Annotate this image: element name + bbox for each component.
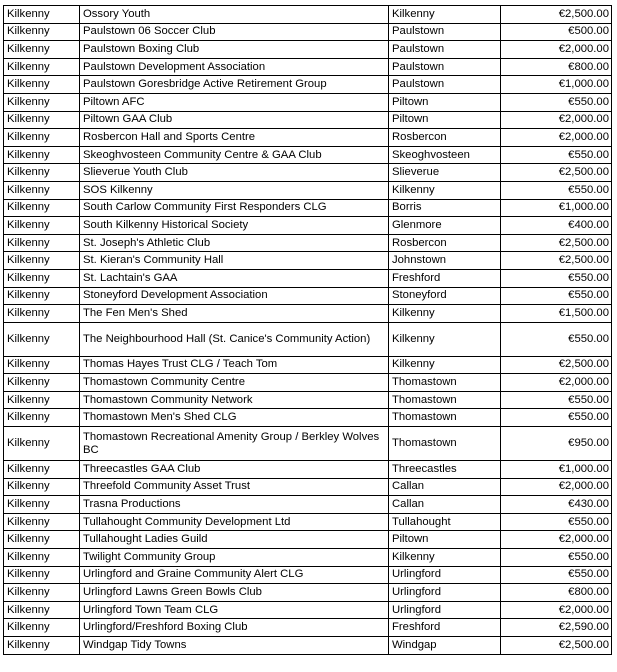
amount-cell: €550.00 <box>501 269 612 287</box>
area-cell: Thomastown <box>389 391 501 409</box>
area-cell: Urlingford <box>389 566 501 584</box>
area-cell: Glenmore <box>389 217 501 235</box>
amount-cell: €2,000.00 <box>501 129 612 147</box>
county-cell: Kilkenny <box>4 427 80 461</box>
table-row <box>4 111 612 129</box>
county-cell: Kilkenny <box>4 305 80 323</box>
area-cell: Callan <box>389 496 501 514</box>
group-name-cell: Thomas Hayes Trust CLG / Teach Tom <box>80 356 389 374</box>
amount-cell: €550.00 <box>501 93 612 111</box>
county-cell: Kilkenny <box>4 6 80 24</box>
amount-cell: €2,000.00 <box>501 531 612 549</box>
amount-cell: €950.00 <box>501 427 612 461</box>
group-name-cell: Twilight Community Group <box>80 549 389 567</box>
table-row <box>4 601 612 619</box>
county-cell: Kilkenny <box>4 269 80 287</box>
amount-cell: €550.00 <box>501 146 612 164</box>
table-row <box>4 287 612 305</box>
group-name-cell: St. Joseph's Athletic Club <box>80 234 389 252</box>
county-cell: Kilkenny <box>4 287 80 305</box>
table-row <box>4 129 612 147</box>
table-row <box>4 427 612 461</box>
county-cell: Kilkenny <box>4 601 80 619</box>
county-cell: Kilkenny <box>4 234 80 252</box>
table-row <box>4 461 612 479</box>
area-cell: Urlingford <box>389 601 501 619</box>
amount-cell: €2,500.00 <box>501 252 612 270</box>
area-cell: Kilkenny <box>389 549 501 567</box>
area-cell: Skeoghvosteen <box>389 146 501 164</box>
table-row <box>4 374 612 392</box>
group-name-cell: Threefold Community Asset Trust <box>80 478 389 496</box>
amount-cell: €2,000.00 <box>501 478 612 496</box>
county-cell: Kilkenny <box>4 58 80 76</box>
group-name-cell: Paulstown Boxing Club <box>80 41 389 59</box>
table-row <box>4 146 612 164</box>
area-cell: Piltown <box>389 93 501 111</box>
amount-cell: €1,500.00 <box>501 305 612 323</box>
amount-cell: €1,000.00 <box>501 461 612 479</box>
amount-cell: €500.00 <box>501 23 612 41</box>
table-row <box>4 409 612 427</box>
amount-cell: €800.00 <box>501 58 612 76</box>
county-cell: Kilkenny <box>4 129 80 147</box>
area-cell: Kilkenny <box>389 356 501 374</box>
table-row <box>4 531 612 549</box>
area-cell: Kilkenny <box>389 322 501 356</box>
county-cell: Kilkenny <box>4 252 80 270</box>
group-name-cell: St. Kieran's Community Hall <box>80 252 389 270</box>
group-name-cell: Piltown GAA Club <box>80 111 389 129</box>
county-cell: Kilkenny <box>4 41 80 59</box>
group-name-cell: SOS Kilkenny <box>80 181 389 199</box>
amount-cell: €550.00 <box>501 566 612 584</box>
table-row <box>4 513 612 531</box>
county-cell: Kilkenny <box>4 217 80 235</box>
county-cell: Kilkenny <box>4 549 80 567</box>
table-row <box>4 41 612 59</box>
table-row <box>4 322 612 356</box>
group-name-cell: Windgap Tidy Towns <box>80 637 389 655</box>
area-cell: Rosbercon <box>389 234 501 252</box>
amount-cell: €2,590.00 <box>501 619 612 637</box>
county-cell: Kilkenny <box>4 637 80 655</box>
group-name-cell: South Kilkenny Historical Society <box>80 217 389 235</box>
group-name-cell: Thomastown Community Centre <box>80 374 389 392</box>
area-cell: Freshford <box>389 269 501 287</box>
group-name-cell: Urlingford and Graine Community Alert CLG <box>80 566 389 584</box>
group-name-cell: Urlingford/Freshford Boxing Club <box>80 619 389 637</box>
county-cell: Kilkenny <box>4 93 80 111</box>
table-row <box>4 549 612 567</box>
table-row <box>4 76 612 94</box>
area-cell: Kilkenny <box>389 305 501 323</box>
group-name-cell: The Neighbourhood Hall (St. Canice's Community Action) <box>80 322 389 356</box>
area-cell: Windgap <box>389 637 501 655</box>
amount-cell: €430.00 <box>501 496 612 514</box>
county-cell: Kilkenny <box>4 76 80 94</box>
group-name-cell: St. Lachtain's GAA <box>80 269 389 287</box>
area-cell: Thomastown <box>389 374 501 392</box>
group-name-cell: Paulstown 06 Soccer Club <box>80 23 389 41</box>
table-row <box>4 164 612 182</box>
amount-cell: €2,000.00 <box>501 601 612 619</box>
grants-table <box>3 5 612 655</box>
group-name-cell: Thomastown Community Network <box>80 391 389 409</box>
area-cell: Piltown <box>389 531 501 549</box>
table-row <box>4 496 612 514</box>
county-cell: Kilkenny <box>4 531 80 549</box>
area-cell: Borris <box>389 199 501 217</box>
group-name-cell: Ossory Youth <box>80 6 389 24</box>
area-cell: Slieverue <box>389 164 501 182</box>
amount-cell: €2,500.00 <box>501 164 612 182</box>
group-name-cell: South Carlow Community First Responders CLG <box>80 199 389 217</box>
group-name-cell: Paulstown Goresbridge Active Retirement Group <box>80 76 389 94</box>
county-cell: Kilkenny <box>4 513 80 531</box>
amount-cell: €550.00 <box>501 549 612 567</box>
group-name-cell: Tullahought Community Development Ltd <box>80 513 389 531</box>
amount-cell: €2,500.00 <box>501 6 612 24</box>
group-name-cell: Thomastown Men's Shed CLG <box>80 409 389 427</box>
area-cell: Thomastown <box>389 409 501 427</box>
amount-cell: €550.00 <box>501 513 612 531</box>
amount-cell: €550.00 <box>501 181 612 199</box>
table-row <box>4 269 612 287</box>
county-cell: Kilkenny <box>4 496 80 514</box>
table-row <box>4 199 612 217</box>
amount-cell: €400.00 <box>501 217 612 235</box>
table-row <box>4 619 612 637</box>
group-name-cell: Skeoghvosteen Community Centre & GAA Club <box>80 146 389 164</box>
table-row <box>4 181 612 199</box>
county-cell: Kilkenny <box>4 356 80 374</box>
area-cell: Freshford <box>389 619 501 637</box>
amount-cell: €2,500.00 <box>501 356 612 374</box>
county-cell: Kilkenny <box>4 391 80 409</box>
group-name-cell: Trasna Productions <box>80 496 389 514</box>
table-row <box>4 6 612 24</box>
county-cell: Kilkenny <box>4 409 80 427</box>
county-cell: Kilkenny <box>4 199 80 217</box>
area-cell: Paulstown <box>389 23 501 41</box>
county-cell: Kilkenny <box>4 478 80 496</box>
group-name-cell: Piltown AFC <box>80 93 389 111</box>
group-name-cell: Rosbercon Hall and Sports Centre <box>80 129 389 147</box>
amount-cell: €800.00 <box>501 584 612 602</box>
amount-cell: €2,500.00 <box>501 234 612 252</box>
county-cell: Kilkenny <box>4 164 80 182</box>
area-cell: Piltown <box>389 111 501 129</box>
group-name-cell: Urlingford Town Team CLG <box>80 601 389 619</box>
group-name-cell: Paulstown Development Association <box>80 58 389 76</box>
amount-cell: €1,000.00 <box>501 199 612 217</box>
county-cell: Kilkenny <box>4 461 80 479</box>
table-row <box>4 93 612 111</box>
table-row <box>4 58 612 76</box>
table-row <box>4 637 612 655</box>
county-cell: Kilkenny <box>4 566 80 584</box>
county-cell: Kilkenny <box>4 619 80 637</box>
area-cell: Callan <box>389 478 501 496</box>
table-row <box>4 566 612 584</box>
area-cell: Rosbercon <box>389 129 501 147</box>
area-cell: Paulstown <box>389 41 501 59</box>
county-cell: Kilkenny <box>4 146 80 164</box>
amount-cell: €2,000.00 <box>501 111 612 129</box>
amount-cell: €2,500.00 <box>501 637 612 655</box>
county-cell: Kilkenny <box>4 584 80 602</box>
table-row <box>4 234 612 252</box>
table-row <box>4 356 612 374</box>
amount-cell: €550.00 <box>501 409 612 427</box>
group-name-cell: Tullahought Ladies Guild <box>80 531 389 549</box>
table-row <box>4 478 612 496</box>
area-cell: Tullahought <box>389 513 501 531</box>
amount-cell: €1,000.00 <box>501 76 612 94</box>
amount-cell: €2,000.00 <box>501 374 612 392</box>
table-row <box>4 252 612 270</box>
area-cell: Kilkenny <box>389 181 501 199</box>
amount-cell: €550.00 <box>501 287 612 305</box>
group-name-cell: The Fen Men's Shed <box>80 305 389 323</box>
area-cell: Paulstown <box>389 76 501 94</box>
amount-cell: €550.00 <box>501 391 612 409</box>
county-cell: Kilkenny <box>4 23 80 41</box>
group-name-cell: Thomastown Recreational Amenity Group / Berkley Wolves BC <box>80 427 389 461</box>
area-cell: Paulstown <box>389 58 501 76</box>
area-cell: Johnstown <box>389 252 501 270</box>
grants-table-body <box>4 6 612 655</box>
area-cell: Stoneyford <box>389 287 501 305</box>
county-cell: Kilkenny <box>4 181 80 199</box>
county-cell: Kilkenny <box>4 374 80 392</box>
group-name-cell: Urlingford Lawns Green Bowls Club <box>80 584 389 602</box>
county-cell: Kilkenny <box>4 322 80 356</box>
group-name-cell: Stoneyford Development Association <box>80 287 389 305</box>
table-row <box>4 217 612 235</box>
table-row <box>4 305 612 323</box>
amount-cell: €550.00 <box>501 322 612 356</box>
table-row <box>4 391 612 409</box>
county-cell: Kilkenny <box>4 111 80 129</box>
group-name-cell: Threecastles GAA Club <box>80 461 389 479</box>
table-row <box>4 23 612 41</box>
area-cell: Threecastles <box>389 461 501 479</box>
table-row <box>4 584 612 602</box>
area-cell: Thomastown <box>389 427 501 461</box>
area-cell: Kilkenny <box>389 6 501 24</box>
amount-cell: €2,000.00 <box>501 41 612 59</box>
group-name-cell: Slieverue Youth Club <box>80 164 389 182</box>
area-cell: Urlingford <box>389 584 501 602</box>
